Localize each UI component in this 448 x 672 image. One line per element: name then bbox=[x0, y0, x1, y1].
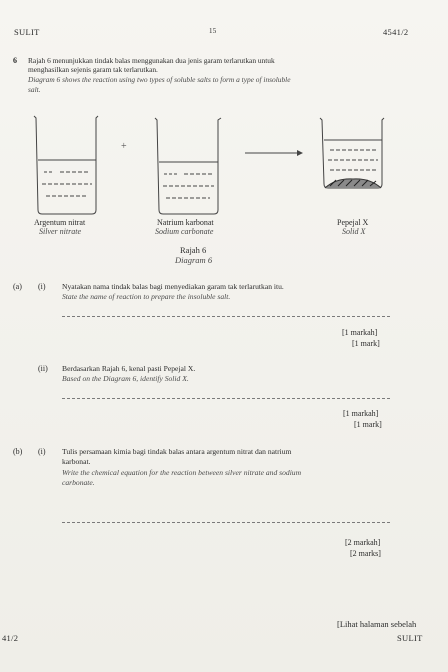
plus-sign: + bbox=[121, 141, 127, 152]
label-silver-nitrate-english: Silver nitrate bbox=[39, 227, 81, 236]
label-solid-x-english: Solid X bbox=[342, 227, 366, 236]
mark-a-i-english: [1 mark] bbox=[352, 339, 380, 348]
footer-left: 41/2 bbox=[2, 633, 19, 643]
part-b-i-english-2: carbonate. bbox=[62, 478, 95, 487]
intro-english-2: salt. bbox=[28, 85, 41, 94]
part-b-i-malay-1: Tulis persamaan kimia bagi tindak balas antara argentum nitrat dan natrium bbox=[62, 447, 292, 456]
label-sodium-carbonate-malay: Natrium karbonat bbox=[157, 218, 214, 227]
label-sodium-carbonate-english: Sodium carbonate bbox=[155, 227, 214, 236]
diagram-caption-malay: Rajah 6 bbox=[180, 245, 207, 255]
part-a-label: (a) bbox=[13, 282, 22, 291]
part-a-ii-label: (ii) bbox=[38, 364, 48, 373]
header-left: SULIT bbox=[14, 27, 40, 37]
part-b-i-malay-2: karbonat. bbox=[62, 457, 91, 466]
intro-english-1: Diagram 6 shows the reaction using two types of soluble salts to form a type of insoluble bbox=[28, 75, 291, 84]
part-a-i-malay: Nyatakan nama tindak balas bagi menyediakan garam tak terlarutkan itu. bbox=[62, 282, 284, 291]
mark-b-i-malay: [2 markah] bbox=[345, 538, 381, 547]
mark-a-i-malay: [1 markah] bbox=[342, 328, 378, 337]
part-a-i-english: State the name of reaction to prepare the insoluble salt. bbox=[62, 292, 231, 301]
page-number: 15 bbox=[209, 27, 217, 35]
intro-malay-2: menghasilkan sejenis garam tak terlarutkan. bbox=[28, 65, 158, 74]
mark-b-i-english: [2 marks] bbox=[350, 549, 381, 558]
question-number: 6 bbox=[13, 56, 17, 65]
part-b-i-label: (i) bbox=[38, 447, 46, 456]
beaker-silver-nitrate bbox=[34, 116, 98, 214]
intro-malay-1: Rajah 6 menunjukkan tindak balas menggunakan dua jenis garam terlarutkan untuk bbox=[28, 56, 275, 65]
part-a-ii-malay: Berdasarkan Rajah 6, kenal pasti Pepejal X. bbox=[62, 364, 196, 373]
label-solid-x-malay: Pepejal X bbox=[337, 218, 369, 227]
answer-line-b-i[interactable] bbox=[62, 522, 390, 523]
header-right: 4541/2 bbox=[383, 27, 409, 37]
part-b-label: (b) bbox=[13, 447, 23, 456]
answer-line-a-i[interactable] bbox=[62, 316, 390, 317]
beaker-sodium-carbonate bbox=[155, 118, 221, 214]
mark-a-ii-malay: [1 markah] bbox=[343, 409, 379, 418]
label-silver-nitrate-malay: Argentum nitrat bbox=[34, 218, 86, 227]
turn-over-note: [Lihat halaman sebelah bbox=[337, 619, 417, 629]
answer-line-a-ii[interactable] bbox=[62, 398, 390, 399]
footer-right: SULIT bbox=[397, 633, 423, 643]
part-a-i-label: (i) bbox=[38, 282, 46, 291]
mark-a-ii-english: [1 mark] bbox=[354, 420, 382, 429]
part-b-i-english-1: Write the chemical equation for the reaction between silver nitrate and sodium bbox=[62, 468, 302, 477]
reaction-arrow bbox=[245, 150, 303, 156]
part-a-ii-english: Based on the Diagram 6, identify Solid X. bbox=[62, 374, 189, 383]
beaker-solid-x bbox=[320, 118, 384, 188]
diagram-caption-english: Diagram 6 bbox=[175, 255, 213, 265]
